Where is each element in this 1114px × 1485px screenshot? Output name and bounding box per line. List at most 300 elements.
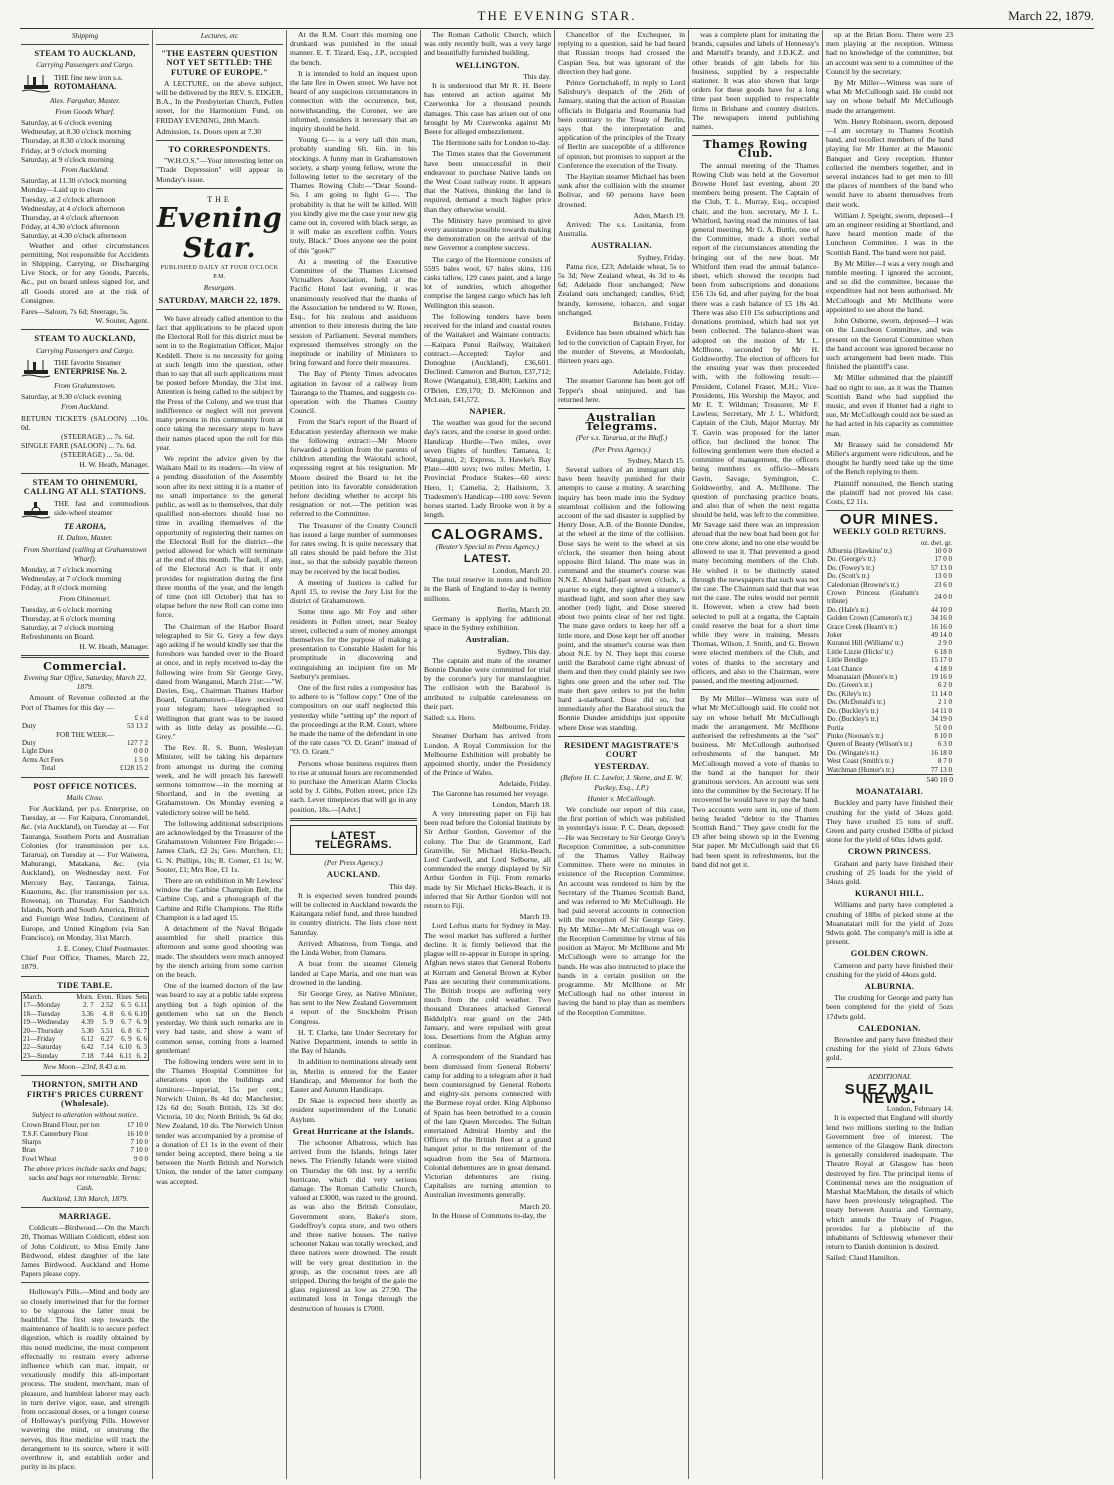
- dateline: March 19.: [519, 912, 551, 922]
- correspondents-text: "W.H.O.S."—Your interesting letter on "Trade Depression" will appear in Monday's issue.: [156, 156, 283, 184]
- divider: [21, 44, 149, 45]
- mine-yield: 77 13 0: [931, 765, 952, 774]
- table-row: [826, 673, 953, 681]
- article-paragraph: The Roman Catholic Church, which was only recently built, was a very large and beautifully furnished building.: [424, 30, 551, 58]
- dateline: Melbourne, Friday.: [492, 722, 551, 732]
- article-paragraph: Patna rice, £23; Adelaide wheat, 5s to 5s 3d; New Zealand wheat, 4s 3d to 4s 6d; Adelaide flour unchanged; New Zealand oats unchanged; candles, 6½d; brandy, kerosene, tobacco, and sugar unchanged.: [558, 261, 685, 317]
- ad1-notice: Weather and other circumstances permitting. Not responsible for Accidents in Shipping, Carrying, or Discharging Live Stock, or for any Goods, Parcels, &c., put on board unless signed for, and all Goods stored are at the risk of Consignee.: [21, 240, 149, 305]
- aus-telegrams-title: Australian Telegrams.: [585, 410, 658, 434]
- table-row: [22, 1010, 149, 1018]
- article-paragraph: There are on exhibition in Mr Lewless' window the Carbine Champion Belt, the Carbine Cup, and a photograph of the Carbine and Rifle Champions. The Rifle Champion is a lad aged 15.: [156, 876, 283, 922]
- table-cell: 6. 6: [136, 1034, 147, 1043]
- article-paragraph: A meeting of Justices is called for April 15, to revise the Jury List for the district of Grahamstown.: [290, 577, 417, 606]
- divider: [692, 135, 819, 136]
- table-row: [21, 1155, 149, 1163]
- divider: [156, 309, 283, 310]
- mine-yield: 10 0 0: [934, 546, 952, 555]
- mine-name: Little Lizzie (Hicks' tr.): [827, 647, 893, 656]
- tide-title: TIDE TABLE.: [57, 980, 113, 990]
- dateline: Brisbane, Friday.: [632, 319, 685, 329]
- mine-yield: 15 17 0: [931, 656, 952, 665]
- article-paragraph: The following additional subscriptions are acknowledged by the Treasurer of the Grahamstown Volunteer Fire Brigade:—James Clark, £2 2s; Geo. Murchen, £1; G. N. Phillips, 10s; R. Comer, £1 1s; W. Souter, £1; Mrs Roe, £1 1s.: [156, 818, 283, 874]
- article-paragraph: was a complete plant for imitating the brands, capsules and labels of Hennessy's and Martell's brandy, and J.D.K.Z. and other brands of gin labels for his business, supplied by a respectable stationer. It was also shown that large orders for these goods have for a long time past been supplied to respectable firms in Brisbane and country districts. The newspapers intend publishing names.: [692, 30, 819, 132]
- mines-sub: WEEKLY GOLD RETURNS.: [832, 527, 947, 537]
- table-cell: 1 5 0: [134, 755, 148, 764]
- column-6: [688, 30, 822, 1479]
- mine-yield: 8 7 0: [938, 757, 952, 766]
- auckland-title: AUCKLAND.: [326, 870, 381, 880]
- lecture-text: A LECTURE, on the above subject, will be delivered by the REV. S. EDGER, B.A., In the Presbyterian Church, Pollen street, for the Harmonium Fund, on FRIDAY EVENING, 28th March.: [156, 78, 283, 125]
- ad2-from-auckland: From Auckland.: [61, 402, 109, 412]
- tide-table: [21, 992, 149, 1061]
- table-row: [826, 757, 953, 765]
- table-cell: 18—Tuesday: [23, 1009, 61, 1018]
- ad1-line: Saturday, at 9 o'clock morning: [21, 154, 114, 164]
- table-row: [826, 732, 953, 740]
- divider: [156, 188, 283, 189]
- article-paragraph: Lord Loftus starts for Sydney in May. The wool market has suffered a further decline. It is firmly believed that the plague will re-appear in Europe in spring. Afghan news states that General Roberts at Kurram and General Brown at Kyber Pass are securing their communications. The British troops are suffering very much from the cold weather. Two thousand Duranees attacked General Biddulph's rear guard on the 24th January, and were repulsed with great loss. Desertions from the Afghan army continue.: [424, 921, 551, 1051]
- tide-footer: New Moon—23rd, 8.43 a.m.: [43, 1062, 127, 1072]
- mine-name: Lost Chance: [827, 664, 863, 673]
- article-paragraph: Mr Brassey said he considered Mr Miller's argument were ridiculous, and he thought he hardly need take up the time of the Bench replying to them.: [826, 439, 953, 477]
- table-cell: 6.27: [100, 1034, 114, 1043]
- prices-address: Auckland, 13th March, 1879.: [41, 1193, 129, 1203]
- table-cell: 7 10 0: [130, 1137, 148, 1146]
- table-row: [21, 756, 149, 764]
- article-paragraph: Sir George Grey, as Native Minister, has sent to the New Zealand Government a report of the Stockholm Prison Congress.: [290, 988, 417, 1026]
- nameplate-motto: Resurgam.: [203, 283, 236, 293]
- table-cell: Duty: [22, 739, 36, 747]
- article-paragraph: It is intended to hold an inquest upon the late fire in Owen street. We have not heard of any suspicious circumstances in connection with the occurrence, but, notwithstanding, the Coroner, we are informed, considers it necessary that an inquiry should be held.: [290, 68, 417, 134]
- this-day: This day.: [389, 881, 417, 891]
- table-row: [826, 648, 953, 656]
- table-cell: Duty: [22, 722, 36, 731]
- mine-yield: 6 18 0: [934, 647, 952, 656]
- dateline: Adelaide, Friday.: [632, 367, 685, 377]
- article-paragraph: The Ministry have promised to give every assistance possible towards making the demonstration on the arrival of the new Governor a complete success.: [424, 215, 551, 253]
- divider: [21, 329, 149, 330]
- table-header: Morn.: [76, 992, 94, 1001]
- ad3-manager: H. W. Heath, Manager.: [79, 641, 149, 651]
- post-sub: Mails Close.: [66, 792, 104, 802]
- latest-telegrams-title: LATEST TELEGRAMS.: [314, 829, 393, 852]
- article-paragraph: The Chairman of the Harbor Board telegraphed to Sir G. Grey a few days ago asking if he would kindly see that the foreshore was handed over to the Board at once, and in reply received to-day the following wire from Sir George Grey, dated from Wanganui, March 21st:—"W. Davies, Esq., Chairman Thames Harbor Board, Grahamstown.—Have received your telegram; have telegraphed to Wellington that grant was to be issued with as little delay as possible.—G. Grey.": [156, 621, 283, 741]
- napier-text: The weather was good for the second day's races, and the course in good order. Handicap Hurdle—Two miles, over seven flights of hurdles: Tamatea, 1; Wanganui, 2; Express, 3. Hawke's Bay Plate—400 sovs; two miles: Merlin, 1. Provincial Produce Stakes—60 sovs: Hero, 1; Camelia, 2; Hailstorm, 3. Tradesmen's Handicap—100 sovs: Seven horses started. Lady Brooke won it by a length.: [424, 418, 551, 520]
- divider: [156, 44, 283, 45]
- article-paragraph: up at the Brian Boru. There were 23 men playing at the reception. Witness had no knowledge of the committee, but an account was sent to a committee of the Council by the secretary.: [826, 30, 953, 76]
- table-row: [826, 547, 953, 555]
- aus-telegrams-sub: (Per s.s. Tararua, at the Bluff.): [575, 433, 668, 443]
- mine-name: Grace Creek (Hearn's tr.): [827, 622, 898, 631]
- gold-returns-table: [826, 539, 953, 774]
- table-row: [826, 698, 953, 706]
- article-paragraph: It is expected that England will shortly lend two millions sterling to the Indian Government free of interest. The sentence of the Glasgow Bank directors is generally considered inadequate. The Theatre Royal at Glasgow has been destroyed by fire. The principal items of Continental news are the resignation of Marshal MacMahon, the details of which have been previously telegraphed. The treaty between Austria and Germany, which annuls the Treaty of Prague, provides for a plebiscite of the inhabitants of Schleswig whenever their return to Danish dominion is desired.: [826, 1113, 953, 1252]
- nameplate-the: THE: [207, 194, 232, 204]
- suez-title: SUEZ MAIL NEWS.: [844, 1080, 935, 1108]
- ad2-title: STEAM TO AUCKLAND,: [34, 334, 136, 344]
- mine-yield: 2 1 0: [938, 698, 952, 707]
- table-row: [21, 747, 149, 755]
- article-paragraph: We have already called attention to the fact that applications to be placed upon the Electoral Roll for this district must be sent in to the Registration Officer, Major Keddell. There is no necessity for going at such length into the question, other than to say that all such applications must be posted before Monday, the 31st inst. Attention is being called to the subject by the Press of the Colony, and we trust that indifference or neglect will not prevent many persons in this community from at once taking the necessary steps to have their names placed upon the roll for this year.: [156, 313, 283, 452]
- table-cell: 2.52: [100, 1001, 114, 1010]
- ad1-title: STEAM TO AUCKLAND,: [34, 49, 136, 59]
- article-paragraph: Some time ago Mr Foy and other residents in Pollen street, near Sealey street, collected a sum of money amongst themselves for the purpose of making a presentation to Constable Haslett for his promptitude in discovering and extinguishing an incipient fire on Mr Seebury's premises.: [290, 607, 417, 681]
- golden-title: GOLDEN CROWN.: [850, 949, 929, 959]
- table-cell: 6.10: [134, 1009, 147, 1018]
- nameplate-title: Evening Star.: [156, 203, 283, 265]
- table-header: Sets: [135, 992, 147, 1001]
- table-cell: 6. 3: [136, 1043, 147, 1052]
- column-7: [822, 30, 956, 1479]
- ad1-line2: Thursday, at 4 o'clock afternoon: [21, 213, 119, 223]
- dateline: Aden, March 19.: [633, 210, 685, 220]
- divider: [21, 976, 149, 977]
- dateline: Sydney, This day.: [497, 646, 551, 656]
- table-cell: 7 10 0: [130, 1146, 148, 1155]
- ad1-line: Thursday, at 8.30 o'clock morning: [21, 136, 125, 146]
- date-line: SATURDAY, MARCH 22, 1879.: [158, 295, 281, 305]
- table-row: [826, 707, 953, 715]
- article-paragraph: In addition to nominations already sent in, Merlin is entered for the Easter Handicap, and Mementor for both the Easter and Autumn Handicaps.: [290, 1057, 417, 1094]
- table-cell: 6. 8: [121, 1026, 132, 1035]
- table-cell: 7.44: [100, 1051, 114, 1060]
- table-row: [826, 690, 953, 698]
- article-paragraph: A correspondent of the Standard has been dismissed from General Roberts' camp for adding to a telegram after it had been countersigned by General Roberts and eighty-six persons connected with the Burmese royal order. King Alphonso of Spain has been betrothed to a cousin of the late Queen Mercedes. The Sultan entertained Admiral Hornby and the Officers of the British fleet at a grand banquet prior to the retirement of the squadron from the Sea of Marmora. Colonial debentures are in great demand. Victorian debentures are rising. Capitalists are turning attention to Australian investments generally.: [424, 1052, 551, 1200]
- ad3-from-ohinemuri: From Ohinemuri.: [59, 593, 111, 603]
- divider: [156, 140, 283, 141]
- ad1-line: Wednesday, at 8.30 o'clock morning: [21, 127, 131, 137]
- lectures-title: Lectures, etc: [200, 31, 239, 40]
- commercial-title: Commercial.: [43, 659, 127, 673]
- table-cell: 6. 6: [121, 1009, 132, 1018]
- article-paragraph: Germany is applying for additional space in the Sydney exhibition.: [424, 613, 551, 633]
- columns: [18, 30, 1102, 1479]
- table-cell: 7.18: [81, 1051, 94, 1060]
- table-row: [826, 656, 953, 664]
- resident-before: (Before H. C. Lawlor, J. Skene, and E. W. Puckey, Esq., J.P.): [560, 773, 683, 792]
- table-cell: Fowl Wheat: [22, 1154, 57, 1163]
- commercial-intro: Amount of Revenue collected at the Port of Thames for this day —: [21, 693, 149, 712]
- ad3-line: Monday, at 7 o'clock morning: [21, 564, 112, 574]
- ad2-single: SINGLE FARE (SALOON) ... 7s. 6d.: [21, 441, 137, 451]
- mine-name: Do. (Scott's tr.): [827, 572, 870, 581]
- column-5: [554, 30, 688, 1479]
- table-row: [826, 665, 953, 673]
- table-row: [826, 766, 953, 774]
- nameplate-sub: PUBLISHED DAILY AT FOUR O'CLOCK P.M.: [160, 265, 279, 281]
- table-row: [22, 1001, 149, 1009]
- article-paragraph: Several sailors of an immigrant ship have been heavily punished for their attempts to cause a mutiny. A searching inquiry has been made into the Sydney steamboat collision and the following account of the sad disaster is supplied by Henry Dose, A.B. of the Bonnie Dundee, at the wheel at the time of the collision. Dose says he went to the wheel at six o'clock, the steamer then being about opposite Bird Island. The mate was in command and the steamer's course was N.N.E. About half-past seven o'clock, a quarter to eight, they sighted a steamer's masthead light, and soon after they saw another (red) light, and Dose steered about two points clear of her red light. The mate gave orders to keep her off a little more, and Dose kept her off another point, and the steamer's course was then about N.E. by N. They kept this course until the Barabool came right abreast of them and then they could plainly see two lights one green and the other red. The mate then gave orders to put the helm hard a-starboard. Dose did so, but immediately after the Barabool struck the Bonnie Dundee amidships just opposite where Dose was standing.: [558, 464, 685, 732]
- ad1-subtitle: Carrying Passengers and Cargo.: [36, 60, 134, 70]
- mine-yield: 34 19 0: [931, 715, 952, 724]
- table-cell: Arms Act Fees: [22, 755, 64, 764]
- article-paragraph: In the House of Commons to-day, the: [432, 1210, 547, 1220]
- divider: [21, 1282, 149, 1283]
- resident-sub: YESTERDAY.: [593, 762, 650, 772]
- ad2-from: From Grahamstown.: [54, 380, 116, 390]
- wellington-title: WELLINGTON.: [455, 60, 520, 70]
- ad2-subtitle: Carrying Passengers and Cargo.: [36, 345, 134, 355]
- column-1: [18, 30, 152, 1479]
- mine-name: Little Bendigo: [827, 656, 868, 665]
- holloway-ad: Holloway's Pills.—Mind and body are so closely intertwined that for the former to be vigorous the latter must be healthful. The first step towards the maintenance of health is to secure perfect digestion, which is readily obtained by this noted medicine, the most competent effectually to restrain every adverse influence which can mar, impair, or vexatiously modify this all-important process. The student, merchant, man of pleasure, and humblest laborer may each in turn derive vigor, ease, and strength from occasional doses, or a longer course of Holloway's purifying Pills. However wavering the mind, or unstrung the nerves, this fine medicine will track the derangement to its source, where it will overthrow it, and establish order and purity in its place.: [21, 1287, 149, 1472]
- article-paragraph: It is understood that Mr R. H. Beere has entered an action against Mr Czerwonka for a thousand pounds damages. This case has arisen out of one brought by Mr Czerwonka against Mr Beere for alleged embezzlement.: [424, 81, 551, 137]
- table-cell: 6. 2: [136, 1051, 147, 1060]
- table-row: [826, 740, 953, 748]
- ad1-line2: Friday, at 4.30 o'clock afternoon: [21, 222, 120, 232]
- aus-telegrams-sub2: (Per Press Agency.): [592, 444, 651, 454]
- mine-yield: 34 16 0: [931, 614, 952, 623]
- article-paragraph: Cameron and party have finished their crushing for the yield of 44ozs gold.: [826, 960, 953, 979]
- table-cell: 6.42: [81, 1043, 94, 1052]
- table-cell: Bran: [22, 1146, 36, 1155]
- mine-name: Golden Crown (Cameron's tr.): [827, 614, 912, 623]
- table-cell: 5.30: [81, 1026, 94, 1035]
- mine-name: Do. (Fowey's tr.): [827, 563, 875, 572]
- table-cell: 9 0 0: [134, 1154, 148, 1163]
- post-text: For Auckland, per p.s. Enterprise, on Tuesday, at — For Kaipara, Coromandel, &c. (via Auckland), on Tuesday at — For Tauranga, Southern Ports and Australian Colonies (for transmission per s.s. Tararua), on Tuesday at — For Waiwera, Mahurangi, Matakana, &c. (via Auckland), on Wednesday next. For Mercury Bay, Tauranga, Tairua, Kuaotunu, &c. (for transmission per s.s. Rowena), on Thursday. For Sandwich Islands, North and South America, British and Foreign West Indies, Continent of Europe, and United Kingdom (via San Francisco), on Monday, 31st March.: [21, 804, 149, 942]
- mines-cols: oz. dwt. gr.: [920, 538, 952, 547]
- sailed-line: Sailed: s.s. Hero.: [424, 713, 476, 723]
- article-paragraph: At a meeting of the Executive Committee of the Thames Licensed Victuallers Association, held at the Pacific Hotel last evening, it was unanimously resolved that the thanks of the Association be tendered to W. Rowe, Esq., for his zealous and assiduous attention to their interests during the late session of Parliament. Several members expressed themselves strongly on the ineptitude or inability of Ministers to bring forward and force their measures.: [290, 256, 417, 368]
- table-cell: 5. 9: [102, 1018, 114, 1027]
- commercial-office: Evening Star Office, Saturday, March 22, 1879.: [23, 672, 147, 692]
- article-paragraph: The crushing for George and party has been completed for the yield of 5ozs 17dwts gold.: [826, 993, 953, 1021]
- mine-yield: 11 14 0: [931, 689, 952, 698]
- divider: [290, 818, 417, 821]
- divider: [21, 1207, 149, 1208]
- ad1-ship-name: ROTOMAHANA.: [54, 81, 117, 91]
- article-paragraph: The Treasurer of the County Council has issued a large number of summonses for rates owing. It is quite necessary that all rates should be paid before the 31st inst., so that the subsidy payable thereon may be received by the local bodies.: [290, 520, 417, 576]
- article-paragraph: A boat from the steamer Glenelg landed at Cape Maria, and one man was drowned in the landing.: [290, 959, 417, 987]
- mine-yield: 4 18 0: [934, 664, 952, 673]
- article-paragraph: At the R.M. Court this morning one drunkard was punished in the usual manner. E. T. Tizard, Esq., J.P., occupied the bench.: [290, 30, 417, 67]
- table-cell: 6.11: [135, 1001, 147, 1010]
- table-row: [21, 739, 149, 747]
- mine-name: Crown Princess (Graham's tribute): [827, 589, 919, 606]
- header-date: March 22, 1879.: [1008, 8, 1094, 23]
- table-cell: 4. 8: [102, 1009, 114, 1018]
- kuranui-title: KURANUI HILL.: [854, 889, 925, 899]
- table-cell: Total: [41, 764, 56, 773]
- divider: [21, 655, 149, 658]
- table-row: [826, 639, 953, 647]
- article-paragraph: Graham and party have finished their crushing of 25 loads for the yield of 34ozs gold.: [826, 858, 953, 886]
- alburnia-title: ALBURNIA.: [864, 982, 915, 991]
- table-cell: 22—Saturday: [23, 1043, 62, 1052]
- mine-name: Kuranui Hill (Williams' tr.): [827, 639, 904, 648]
- mine-yield: 16 18 0: [931, 748, 952, 757]
- table-cell: 5.51: [100, 1026, 114, 1035]
- ad1-from-auckland: From Auckland.: [61, 165, 109, 175]
- ad1-line2: Saturday, at 4.30 o'clock afternoon: [21, 231, 127, 241]
- article-paragraph: The Hermione sails for London to-day.: [432, 138, 551, 148]
- mine-yield: 23 6 0: [934, 580, 952, 589]
- table-row: [22, 1027, 149, 1035]
- table-cell: 6. 7: [136, 1026, 147, 1035]
- table-cell: 6. 9: [121, 1034, 132, 1043]
- mine-name: Do. (Kiley's tr.): [827, 689, 871, 698]
- table-cell: 3.36: [81, 1009, 94, 1018]
- ad3-ship-name: TE AROHA,: [64, 522, 106, 532]
- table-header: Even.: [96, 992, 114, 1001]
- table-row: [22, 1035, 149, 1043]
- table-cell: 6. 5: [121, 1001, 132, 1010]
- table-cell: Light Dues: [22, 747, 54, 756]
- divider: [558, 408, 685, 409]
- article-paragraph: We reprint the advice given by the Waikato Mail to its readers:—In view of a pending dissolution of the Assembly soon after its next sitting it is a matter of no small importance to the general public, as well as to themselves, that duly qualified non-electors should lose no time in availing themselves of the opportunity of registering their names on the Electoral Roll for the district—the period allowed for which will terminate at the end of this month. The fault, if any, of the Electoral Act is that it only provides for registration during the first three months of the year, and the length of time (not till October) that has to elapse before the new Roll can come into force.: [156, 453, 283, 620]
- table-row: [21, 1146, 149, 1154]
- australian-title: AUSTRALIAN.: [591, 241, 652, 251]
- post-signature: J. E. Coney, Chief Postmaster.: [57, 944, 149, 954]
- ad1-master: Alex. Farquhar, Master.: [49, 95, 121, 105]
- article-paragraph: Williams and party have completed a crushing of 18lbs of picked stone at the Moanataiari mill for the yield of 2ozs 9dwts gold. The company's mill is idle at present.: [826, 900, 953, 947]
- revenue-cols: £ s d: [134, 713, 148, 722]
- mine-name: West Coast (Smith's tr.): [827, 757, 894, 766]
- table-row: [826, 681, 953, 689]
- moanataiari-title: MOANATAIARI.: [855, 787, 924, 797]
- table-row: [826, 539, 953, 547]
- suez-pre: ADDITIONAL: [867, 1071, 912, 1081]
- table-row: [826, 606, 953, 614]
- article-paragraph: The Rev. R. S. Bunn, Wesleyan Minister, will be taking his departure from amongst us during the coming week, and he will preach his farewell sermons tomorrow—in the morning at Shortland, and in the evening at Grahamstown. On Monday evening a valedictory soiree will be held.: [156, 743, 283, 817]
- article-paragraph: A detachment of the Naval Brigade assembled for shell practice this afternoon and some good shooting was made. The shoulders were much annoyed by the stench arising from some carrion on the beach.: [156, 924, 283, 980]
- article-paragraph: John Osborne, sworn, deposed—I was on the Luncheon Committee, and was present on the General Committee when the band account was ignored because no such arrangement had been made. This finished the plaintiff's case.: [826, 316, 953, 372]
- mine-yield: 6 2 0: [938, 681, 952, 690]
- table-row: [826, 614, 953, 622]
- table-row: [21, 1121, 149, 1129]
- article-paragraph: The Times states that the Government have been unsuccessful in their endeavour to purchase Native lands on the West Coast railway route. It appears that the Natives, thinking the land is required, demand a much higher price than they otherwise would.: [424, 149, 551, 214]
- mine-name: Pinko (Noonan's tr.): [827, 731, 884, 740]
- mine-name: Do. (Buckley's tr.): [827, 715, 879, 724]
- article-paragraph: Mr Miller submitted that the plaintiff had no right to sue, as it was the Thames Scottish Band who had supplied the music, and even if Hunter had a right to sue, Mr McCullough could not be sued as he had acted in his capacity as committee man.: [826, 373, 953, 438]
- divider: [692, 689, 819, 690]
- mine-name: Moanataiari (Moore's tr.): [827, 673, 898, 682]
- table-header: Rises: [116, 992, 132, 1001]
- table-row: [826, 572, 953, 580]
- divider: [558, 736, 685, 737]
- table-cell: 17 10 0: [127, 1121, 148, 1130]
- article-paragraph: Persons whose business requires them to rise at unusual hours are recommended to purchase the American Alarm Clocks sold by J. Gibbs, Pollen street, price 12s each. Lever timepieces that will go in any position, 18s.—[Advt.]: [290, 758, 417, 814]
- hurricane-title: Great Hurricane at the Islands.: [292, 1126, 415, 1136]
- table-row: [22, 1043, 149, 1051]
- article-paragraph: The captain and mate of the steamer Bonnie Dundee were committed for trial by the coroner's jury for manslaughter. The collision with the Barabool is attributed to culpable carelessness on their part.: [424, 655, 551, 711]
- article-paragraph: By Mr Miller—I was a very rough and tumble meeting. I ignored the account, and so did the committee, because the expenditure had not been authorised. Mr McCullough and Mr McIlhone were appointed to see about the band.: [826, 258, 953, 314]
- ad3-line: Friday, at 8 o'clock morning: [21, 583, 107, 593]
- divider: [21, 777, 149, 778]
- table-cell: 2. 7: [83, 1001, 94, 1010]
- suez-sailed: Sailed: Claud Hamilton.: [826, 1253, 900, 1263]
- steamship-icon: [21, 358, 51, 378]
- column-3: [286, 30, 420, 1479]
- ad1-from: From Goods Wharf.: [55, 106, 115, 116]
- dateline: Sydney, March 15.: [627, 455, 685, 465]
- resident-title: RESIDENT MAGISTRATE'S COURT: [564, 740, 679, 760]
- mine-yield: 44 10 0: [931, 605, 952, 614]
- mine-yield: 13 0 0: [934, 572, 952, 581]
- divider: [21, 1075, 149, 1076]
- mine-yield: 49 14 0: [931, 631, 952, 640]
- article-paragraph: One of the learned doctors of the law was heard to say at a public table express anything but a high opinion of the gentlemen who sat on the Bench yesterday. We think such remarks are in very bad taste, and show a want of common sense, coming from a learned gentleman!: [156, 981, 283, 1055]
- mine-name: Queen of Beauty (Wilson's tr.): [827, 740, 913, 749]
- divider: [826, 1067, 953, 1068]
- table-row: [21, 731, 149, 739]
- table-cell: £128 15 2: [120, 764, 148, 773]
- table-row: [22, 1018, 149, 1026]
- column-4: [420, 30, 554, 1479]
- mine-yield: 2 9 0: [938, 639, 952, 648]
- article-paragraph: Arrived: The s.s. Lusitania, from Australia.: [558, 220, 685, 239]
- table-row: [826, 623, 953, 631]
- mine-name: Caledonian (Browne's tr.): [827, 580, 899, 589]
- article-paragraph: The steamer Garonne has been got off Tepper's shoal uninjured, and has returned here.: [558, 376, 685, 404]
- table-cell: 20—Thursday: [23, 1026, 64, 1035]
- ad3-line2: Tuesday, at 6 o'clock morning: [21, 604, 113, 614]
- article-paragraph: Steamer Durham has arrived from London. A Royal Commission for the Melbourne Exhibition will probably be appointed shortly, under the Presidency of the Prince of Wales.: [424, 731, 551, 778]
- ad2-return: RETURN TICKETS (SALOON) ...10s. 0d.: [21, 413, 149, 432]
- mine-yield: 8 10 0: [934, 731, 952, 740]
- marriage-title: MARRIAGE.: [58, 1212, 112, 1221]
- ad1-line2: Monday—Laid up to clean: [21, 185, 104, 195]
- calograms-title: CALOGRAMS.: [431, 526, 544, 544]
- shipping-title: Shipping: [71, 31, 99, 40]
- ad3-master: H. Dalton, Master.: [57, 533, 113, 543]
- this-day: This day.: [523, 71, 551, 81]
- ad1-line2: Tuesday, at 2 o'clock afternoon: [21, 194, 116, 204]
- article-paragraph: The following tenders have been received for the inland and coastal routes of the Waitakeri and Waimate contracts:—Kaipara Punui Railway, Waitakeri contract.—Accepted: Taylor and Donoghue (Auckland), £36,601. Declined: Cameron and Burton, £37,712; Rowe (Wanganui), £38,400; Larkins and O'Brien, £39,170; D. McKinnon and McLean, £41,572.: [424, 311, 551, 404]
- ad3-from: From Shortland (calling at Grahamstown Wharf).: [23, 544, 147, 563]
- ad3-line2: Thursday, at 6 o'clock morning: [21, 613, 116, 623]
- mine-yield: 24 0 0: [934, 593, 952, 602]
- page-header: [20, 6, 1094, 29]
- table-cell: 127 7 2: [127, 739, 148, 747]
- article-paragraph: Young G— is a very tall thin man, probably standing 6ft. 6in. in his stockings. A funny man in Grahamstown society, a sharp young fellow, wrote the following letter to the secretary of the Thames Rowing Club:—"Dear Sound-So, I am going to fight G—. The probability is that he will be killed. Will you kindly give me the case your new gig came out in, covered with black serge, as it will make an excellent coffin. Yours truly, Black." Does anyone see the point of this "gook?": [290, 135, 417, 255]
- mine-name: Portia: [827, 723, 844, 732]
- table-row: [21, 1130, 149, 1138]
- mine-name: Do. (Hale's tr.): [827, 605, 869, 614]
- dateline: March 20.: [519, 1201, 551, 1211]
- ad1-ship: [21, 73, 149, 93]
- article-paragraph: The following tenders were sent in to the Thames Hospital Committee for alterations upon the buildings and furniture:—Imperial, 15s per cent.; Norwich Union, 8s 4d do; Manchester, 12s 6d do; South British, 12s 3d do; Victoria, 10 do; North British, 9s 6d do; New Zealand, 10 do. The Norwich Union tender was accompanied by a promise of a donation of £1 1s in the event of their tender being accepted, there being a tie between the North British and Norwich Union, the tender of the latter company was accepted.: [156, 1056, 283, 1186]
- calograms-sub: (Reuter's Special to Press Agency.): [435, 541, 540, 551]
- table-header: March.: [23, 992, 44, 1001]
- ad1-fares: Fares—Saloon, 7s 6d; Steerage, 5s.: [21, 307, 129, 317]
- paddle-steamer-icon: [21, 499, 51, 519]
- mine-yield: 14 11 0: [931, 706, 952, 715]
- dateline: London, March 18.: [492, 799, 551, 809]
- table-cell: 6.10: [119, 1043, 132, 1052]
- table-cell: 21—Friday: [23, 1034, 56, 1043]
- caledonian-title: CALEDONIAN.: [858, 1023, 921, 1033]
- ad1-agent: W. Souter, Agent.: [95, 316, 149, 326]
- post-title: POST OFFICE NOTICES.: [33, 781, 137, 791]
- prices-note: Subject to alteration without notice.: [31, 1109, 139, 1119]
- table-cell: 7.14: [100, 1043, 114, 1052]
- table-cell: 16 10 0: [127, 1129, 148, 1138]
- article-paragraph: Dr Skae is expected here shortly as resident superintendent of the Lunatic Asylum.: [290, 1096, 417, 1124]
- article-paragraph: H. T. Clarke, late Under Secretary for Native Department, intends to settle in the Bay of Islands.: [290, 1027, 417, 1056]
- napier-title: NAPIER.: [469, 406, 506, 416]
- table-row: [826, 555, 953, 563]
- article-paragraph: The cargo of the Hermione consists of 5595 bales wool, 67 bales skins, 116 casks tallow, 129 cases paint, and a large lot of sundries, which altogether comprise the largest cargo which has left Wellington this season.: [424, 254, 551, 310]
- article-paragraph: Arrived: Albatross, from Tonga, and the Linda Weber, from Oamaru.: [290, 938, 417, 958]
- ad2-return-steerage: (STEERAGE) ... 7s. 6d.: [61, 431, 135, 441]
- table-row: [22, 992, 149, 1001]
- ad3-intro: THE fast and commodious side-wheel steamer: [54, 499, 149, 518]
- mine-yield: 6 3 0: [938, 740, 952, 749]
- post-date: Chief Post Office, Thames, March 22, 1879.: [21, 953, 149, 972]
- table-row: [826, 631, 953, 639]
